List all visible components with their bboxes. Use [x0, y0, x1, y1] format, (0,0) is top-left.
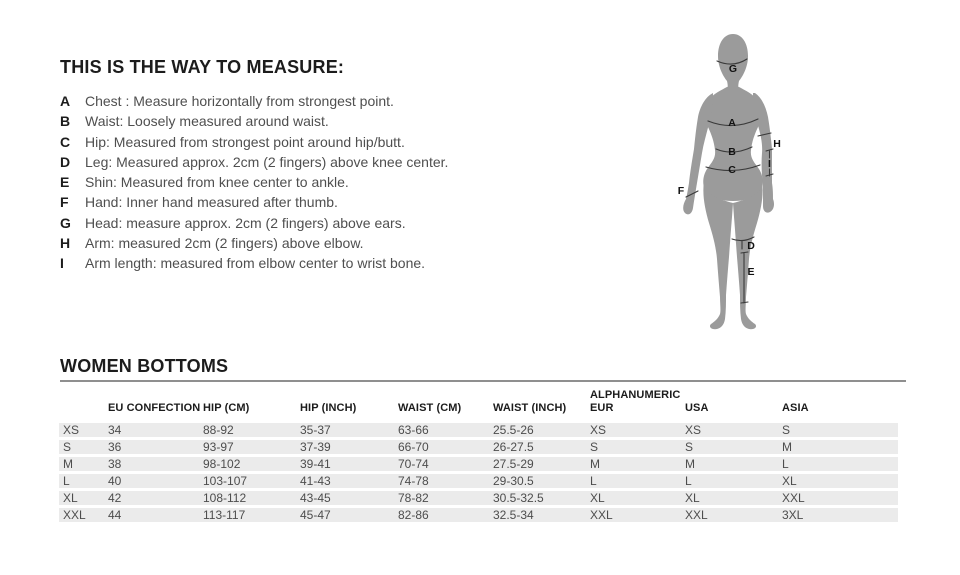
measure-item [60, 213, 620, 233]
size-row [59, 474, 898, 491]
size-cell: 43-45 [300, 491, 398, 508]
size-cell: L [590, 474, 685, 491]
arm-length-label: I [768, 158, 771, 170]
size-cell: 27.5-29 [493, 457, 590, 474]
measure-item [60, 172, 620, 192]
size-cell: 42 [108, 491, 203, 508]
measure-guide-section [60, 57, 620, 274]
size-cell: XXL [685, 508, 782, 525]
measure-letter: H [60, 235, 71, 252]
measure-item [60, 111, 620, 131]
size-cell: 78-82 [398, 491, 493, 508]
size-label: XS [59, 423, 108, 440]
measure-item [60, 152, 620, 172]
size-cell: 93-97 [203, 440, 300, 457]
arm-label: H [773, 138, 781, 150]
measure-letter: D [60, 153, 71, 170]
measure-letter: F [60, 194, 69, 211]
size-label: S [59, 440, 108, 457]
measure-letter: E [60, 174, 70, 191]
size-cell: 35-37 [300, 423, 398, 440]
size-cell: 70-74 [398, 457, 493, 474]
size-cell: XL [782, 474, 898, 491]
size-cell: 108-112 [203, 491, 300, 508]
size-row [59, 440, 898, 457]
size-cell: 36 [108, 440, 203, 457]
size-cell: 98-102 [203, 457, 300, 474]
women-bottoms-title: WOMEN BOTTOMS [60, 356, 906, 382]
size-row [59, 457, 898, 474]
measure-item [60, 253, 620, 273]
column-header: USA [685, 402, 709, 414]
size-cell: 41-43 [300, 474, 398, 491]
size-cell: M [590, 457, 685, 474]
size-row [59, 491, 898, 508]
measure-text: Hip: Measured from strongest point around hip/butt. [85, 133, 405, 150]
size-cell: 37-39 [300, 440, 398, 457]
size-cell: XXL [590, 508, 685, 525]
measure-text: Waist: Loosely measured around waist. [85, 113, 329, 130]
waist-label: B [728, 146, 736, 158]
measure-item [60, 192, 620, 212]
size-cell: S [590, 440, 685, 457]
size-cell: 44 [108, 508, 203, 525]
column-header: WAIST (INCH) [493, 402, 567, 414]
size-cell: XL [590, 491, 685, 508]
size-row [59, 508, 898, 525]
measure-item [60, 132, 620, 152]
measure-guide-title: THIS IS THE WAY TO MEASURE: [60, 57, 345, 77]
size-row [59, 423, 898, 440]
size-cell: S [782, 423, 898, 440]
size-cell: 82-86 [398, 508, 493, 525]
column-header: HIP (INCH) [300, 402, 357, 414]
size-cell: 3XL [782, 508, 898, 525]
hand-label: F [677, 185, 685, 197]
size-cell: 45-47 [300, 508, 398, 525]
column-header: EU CONFECTION [108, 402, 201, 414]
size-cell: 26-27.5 [493, 440, 590, 457]
women-bottoms-section [60, 356, 906, 525]
column-header: HIP (CM) [203, 402, 250, 414]
size-cell: M [782, 440, 898, 457]
measure-item [60, 91, 620, 111]
column-header: ASIA [782, 402, 809, 414]
size-cell: 40 [108, 474, 203, 491]
size-cell: XXL [782, 491, 898, 508]
size-cell: 113-117 [203, 508, 300, 525]
column-header [59, 389, 108, 423]
body-figure-svg [655, 25, 815, 335]
size-cell: 25.5-26 [493, 423, 590, 440]
leg-label: D [747, 240, 755, 252]
size-cell: 32.5-34 [493, 508, 590, 525]
column-header: ALPHANUMERIC EUR [590, 389, 681, 414]
measure-text: Shin: Measured from knee center to ankle. [85, 174, 349, 191]
size-cell: S [685, 440, 782, 457]
measure-letter: C [60, 133, 71, 150]
measure-letter: B [60, 113, 71, 130]
size-label: L [59, 474, 108, 491]
measure-text: Chest : Measure horizontally from strongest point. [85, 93, 394, 109]
column-header: WAIST (CM) [398, 402, 462, 414]
size-cell: 29-30.5 [493, 474, 590, 491]
size-cell: 88-92 [203, 423, 300, 440]
measure-text: Head: measure approx. 2cm (2 fingers) above ears. [85, 214, 406, 231]
measure-item [60, 233, 620, 253]
size-cell: 34 [108, 423, 203, 440]
size-cell: M [685, 457, 782, 474]
size-cell: XS [685, 423, 782, 440]
body-measurement-diagram [655, 25, 815, 335]
size-cell: L [685, 474, 782, 491]
measure-list [60, 91, 620, 274]
size-cell: XS [590, 423, 685, 440]
size-label: XXL [59, 508, 108, 525]
hip-label: C [728, 164, 736, 176]
size-cell: 38 [108, 457, 203, 474]
size-cell: 63-66 [398, 423, 493, 440]
shin-label: E [747, 266, 755, 278]
size-cell: 66-70 [398, 440, 493, 457]
measure-letter: A [60, 93, 71, 109]
head-label: G [728, 63, 738, 75]
measure-text: Arm: measured 2cm (2 fingers) above elbow. [85, 235, 364, 252]
size-cell: 74-78 [398, 474, 493, 491]
size-table [59, 389, 898, 525]
measure-text: Hand: Inner hand measured after thumb. [85, 194, 338, 211]
size-label: M [59, 457, 108, 474]
measure-text: Arm length: measured from elbow center to wrist bone. [85, 255, 426, 272]
size-label: XL [59, 491, 108, 508]
chest-label: A [728, 117, 736, 129]
female-silhouette [683, 34, 774, 329]
size-cell: 30.5-32.5 [493, 491, 590, 508]
measure-text: Leg: Measured approx. 2cm (2 fingers) above knee center. [85, 153, 449, 170]
size-cell: L [782, 457, 898, 474]
size-cell: 103-107 [203, 474, 300, 491]
measure-letter: G [60, 214, 71, 231]
size-cell: XL [685, 491, 782, 508]
size-cell: 39-41 [300, 457, 398, 474]
measure-letter: I [60, 255, 64, 272]
header-row [59, 389, 898, 423]
